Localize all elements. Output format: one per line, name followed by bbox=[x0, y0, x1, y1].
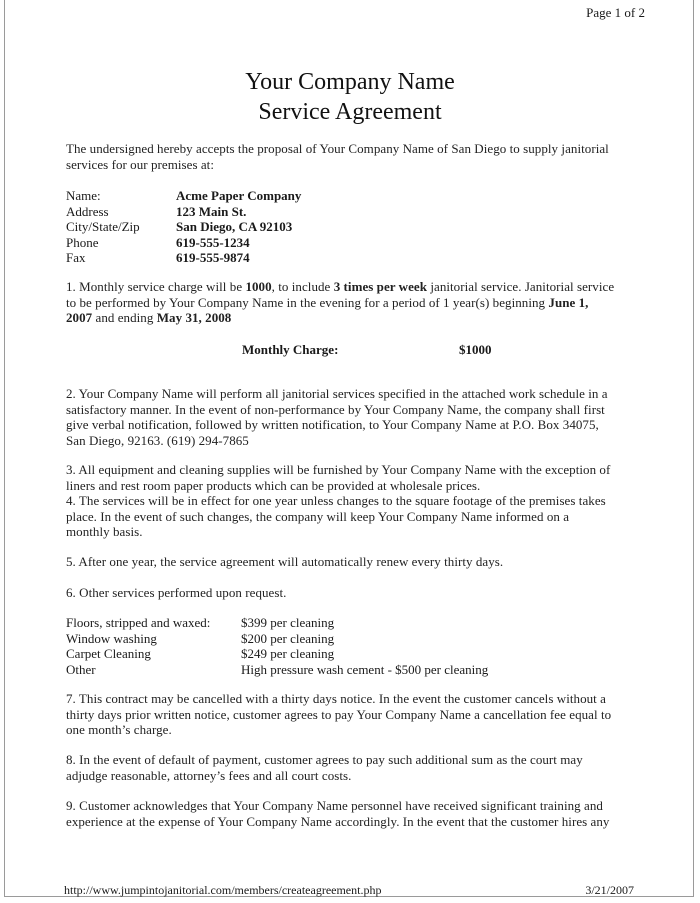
monthly-charge-label: Monthly Charge: bbox=[242, 342, 339, 357]
clause-7-line: one month’s charge. bbox=[66, 722, 172, 737]
monthly-charge-value: $1000 bbox=[459, 342, 492, 357]
customer-city-label: City/State/Zip bbox=[66, 219, 140, 234]
document-title-agreement: Service Agreement bbox=[258, 99, 442, 125]
clause-1-text: 1. Monthly service charge will be bbox=[66, 279, 246, 294]
start-year: 2007 bbox=[66, 310, 93, 325]
clause-2-line: satisfactory manner. In the event of non-performance by Your Company Name, the company shall first bbox=[66, 401, 605, 417]
clause-9-line: 9. Customer acknowledges that Your Company Name personnel have received significant training and bbox=[66, 798, 603, 813]
customer-city-value: San Diego, CA 92103 bbox=[176, 219, 293, 234]
end-date: May 31, 2008 bbox=[156, 310, 232, 325]
clause-1-line bbox=[66, 279, 638, 295]
clause-2-line: San Diego, 92163. (619) 294-7865 bbox=[66, 432, 249, 448]
document-title-company: Your Company Name bbox=[245, 69, 455, 95]
clause-1-text: , to include bbox=[271, 279, 334, 294]
clause-2-line: 2. Your Company Name will perform all janitorial services specified in the attached work schedule in a bbox=[66, 386, 608, 401]
clause-6-line: 6. Other services performed upon request. bbox=[66, 585, 287, 600]
clause-1-line bbox=[66, 295, 638, 311]
service-name: Floors, stripped and waxed: bbox=[66, 615, 211, 630]
customer-address-label: Address bbox=[66, 203, 109, 219]
clause-1-text: to be performed by Your Company Name in the evening for a period of 1 year(s) beginning bbox=[66, 294, 549, 310]
clause-4 bbox=[66, 493, 638, 540]
clause-5 bbox=[66, 554, 638, 570]
service-name: Carpet Cleaning bbox=[66, 646, 151, 661]
service-price: High pressure wash cement - $500 per cleaning bbox=[241, 661, 489, 677]
clause-3 bbox=[66, 462, 638, 493]
clause-6 bbox=[66, 585, 638, 601]
clause-1-text: and ending bbox=[92, 310, 157, 325]
start-date: June 1, bbox=[548, 294, 589, 310]
customer-name-value: Acme Paper Company bbox=[176, 188, 302, 203]
intro-paragraph bbox=[66, 141, 638, 172]
customer-fax-label: Fax bbox=[66, 250, 86, 265]
intro-line: services for our premises at: bbox=[66, 156, 215, 172]
clause-8-line: adjudge reasonable, attorney’s fees and all court costs. bbox=[66, 767, 352, 783]
clause-7 bbox=[66, 691, 638, 738]
customer-phone-value: 619-555-1234 bbox=[176, 234, 250, 250]
footer-url: http://www.jumpintojanitorial.com/members/createagreement.php bbox=[64, 883, 382, 897]
clause-4-line: monthly basis. bbox=[66, 524, 143, 539]
service-frequency: 3 times per week bbox=[333, 279, 428, 294]
clause-1 bbox=[66, 279, 638, 326]
clause-5-line: 5. After one year, the service agreement will automatically renew every thirty days. bbox=[66, 554, 504, 569]
clause-3-line: liners and rest room paper products which can be provided at wholesale prices. bbox=[66, 477, 481, 493]
clause-7-line: thirty days prior written notice, customer agrees to pay Your Company Name a cancellation fee equal to bbox=[66, 706, 612, 722]
customer-phone-label: Phone bbox=[66, 234, 99, 250]
clause-2 bbox=[66, 386, 638, 448]
intro-line: The undersigned hereby accepts the proposal of Your Company Name of San Diego to supply janitorial bbox=[66, 141, 609, 156]
clause-8-line: 8. In the event of default of payment, customer agrees to pay such additional sum as the court may bbox=[66, 752, 583, 767]
customer-name-label: Name: bbox=[66, 188, 101, 203]
clause-2-line: give verbal notification, followed by written notification, to Your Company Name at P.O. Box 34075, bbox=[66, 417, 599, 432]
service-price: $249 per cleaning bbox=[241, 646, 335, 661]
page-number: Page 1 of 2 bbox=[586, 5, 645, 20]
clause-7-line: 7. This contract may be cancelled with a thirty days notice. In the event the customer cancels without a bbox=[66, 691, 606, 706]
service-price: $399 per cleaning bbox=[241, 615, 335, 630]
service-name: Window washing bbox=[66, 630, 157, 646]
clause-3-line: 3. All equipment and cleaning supplies will be furnished by Your Company Name with the exception of bbox=[66, 462, 611, 477]
clause-1-line bbox=[66, 310, 638, 326]
service-price: $200 per cleaning bbox=[241, 630, 335, 646]
clause-8 bbox=[66, 752, 638, 783]
clause-9-line: experience at the expense of Your Company Name accordingly. In the event that the customer hires any bbox=[66, 813, 610, 829]
customer-fax-value: 619-555-9874 bbox=[176, 250, 250, 265]
clause-1-text: janitorial service. Janitorial service bbox=[427, 279, 615, 294]
clause-4-line: place. In the event of such changes, the company will keep Your Company Name informed on a bbox=[66, 508, 570, 524]
clause-4-line: 4. The services will be in effect for one year unless changes to the square footage of the premises takes bbox=[66, 493, 606, 508]
service-charge-amount: 1000 bbox=[245, 279, 272, 294]
customer-address-value: 123 Main St. bbox=[176, 203, 247, 219]
footer-date: 3/21/2007 bbox=[585, 883, 634, 897]
clause-9 bbox=[66, 798, 638, 829]
service-name: Other bbox=[66, 661, 96, 677]
